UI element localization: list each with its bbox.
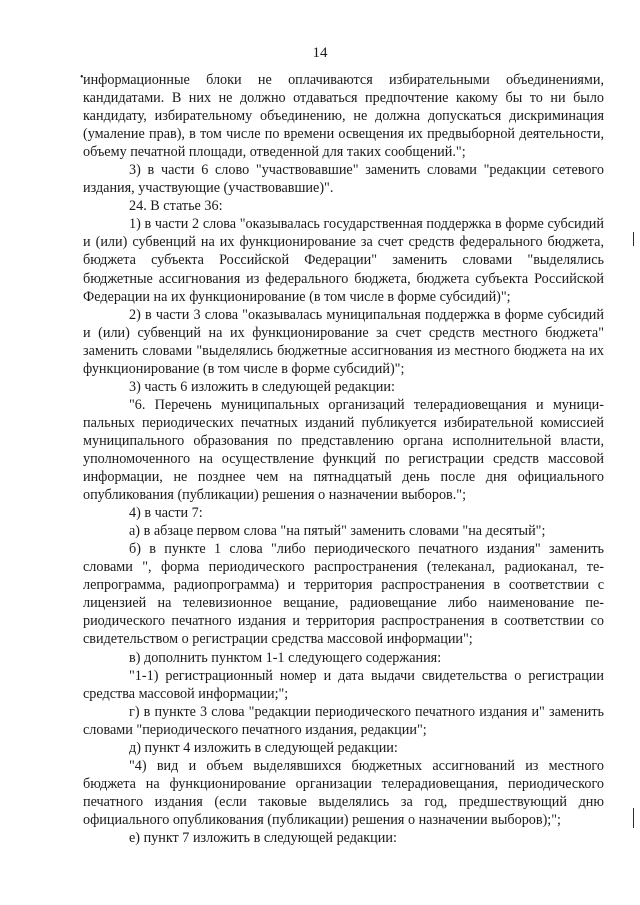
paragraph-10: б) в пункте 1 слова "либо периодического печатного издания" заменить словами ", форма периодического распространения (телеканал, радиоканал, телепрограмма, радиопрограмма) и территория распространения в соответствии с лицензией на телевизионное вещание, радиовещание либо наименование периодического печатного издания и территория распространения в соответствии со свидетельством о регистрации средства массовой информации"; [83, 541, 604, 648]
paragraph-1: информационные блоки не оплачиваются избирательными объединениями, кандидатами. В них не должно отдаваться предпочтение какому бы то ни было кандидату, избирательному объединению, не должна допускаться дискриминация (умаление прав), в том числе по времени освещения их предвыборной деятельности, объему печатной площади, отведенной для таких сообщений."; [83, 72, 604, 161]
document-body [83, 71, 604, 847]
paragraph-12: "1-1) регистрационный номер и дата выдачи свидетельства о регистрации средства массовой информации;"; [83, 667, 604, 702]
scan-edge-mark [633, 808, 634, 828]
paragraph-3: 24. В статье 36: [129, 198, 223, 215]
paragraph-9: а) в абзаце первом слова "на пятый" заменить словами "на десятый"; [129, 523, 546, 540]
margin-bullet-mark: • [80, 72, 84, 83]
scan-edge-mark [633, 232, 634, 246]
paragraph-16: е) пункт 7 изложить в следующей редакции: [129, 829, 397, 846]
paragraph-8: 4) в части 7: [129, 505, 203, 522]
paragraph-13: г) в пункте 3 слова "редакции периодического печатного издания и" заменить словами "периодического печатного издания, редакции"; [83, 703, 604, 738]
paragraph-6: 3) часть 6 изложить в следующей редакции: [129, 378, 395, 395]
paragraph-7: "6. Перечень муниципальных организаций телерадиовещания и муниципальных периодических печатных изданий публикуется избирательной комиссией муниципального образования по представлению органа исполнительной власти, уполномоченного на осуществление функций по регистрации средств массовой информации, не позднее чем на пятнадцатый день после дня официального опубликования (публикации) решения о назначении выборов."; [83, 396, 604, 504]
paragraph-14: д) пункт 4 изложить в следующей редакции: [129, 739, 398, 756]
paragraph-5: 2) в части 3 слова "оказывалась муниципальная поддержка в форме субсидий и (или) субвенций на их функционирование за счет средств местного бюджета" заменить словами "выделялись бюджетные ассигнования из местного бюджета на их функционирование (в том числе в форме субсидий)"; [83, 306, 604, 377]
paragraph-4: 1) в части 2 слова "оказывалась государственная поддержка в форме субсидий и (или) субвенций на их функционирование за счет средств федерального бюджета, бюджета субъекта Российской Федерации" заменить словами "выделялись бюджетные ассигнования из федерального бюджета, бюджета субъекта Российской Федерации на их функционирование (в том числе в форме субсидий)"; [83, 216, 604, 305]
paragraph-2: 3) в части 6 слово "участвовавшие" заменить словами "редакции сетевого издания, участвующие (участвовавшие)". [83, 162, 604, 197]
page-number: 14 [312, 45, 328, 61]
paragraph-15: "4) вид и объем выделявшихся бюджетных ассигнований из местного бюджета на функционирование организации телерадиовещания, периодического печатного издания (если таковые выделялись за год, предшествующий дню официального опубликования (публикации) решения о назначении выборов);"; [83, 757, 604, 828]
paragraph-11: в) дополнить пунктом 1-1 следующего содержания: [129, 649, 442, 666]
